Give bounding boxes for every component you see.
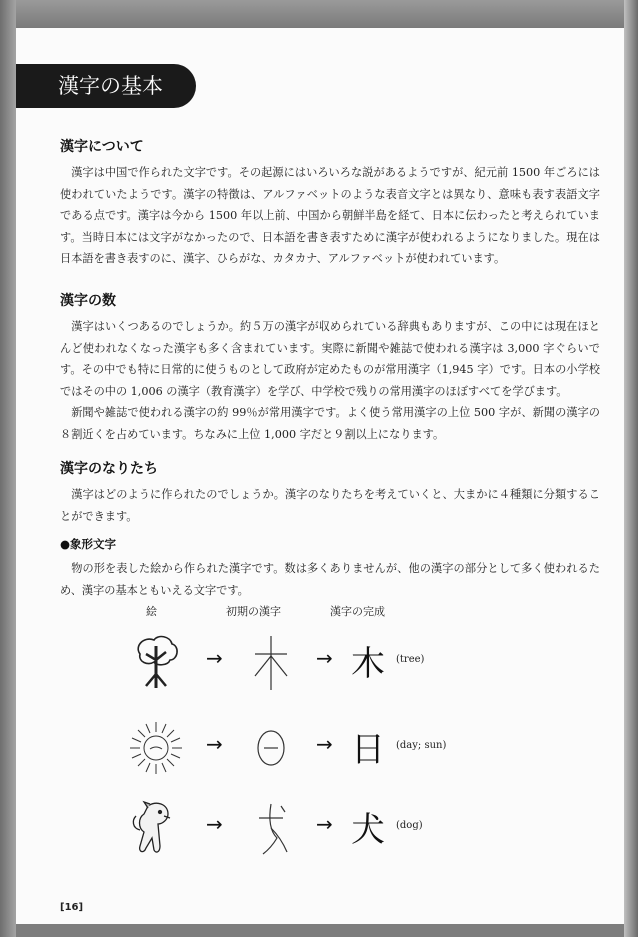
chapter-title: 漢字の基本 bbox=[16, 64, 196, 108]
early-kanji-tree-icon bbox=[241, 632, 301, 692]
arrow-icon: → bbox=[206, 812, 223, 836]
section-title: 漢字の数 bbox=[60, 293, 116, 309]
paragraph: 物の形を表した絵から作られた漢字です。数は多くありませんが、他の漢字の部分として多く使われるため、漢字の基本ともいえる文字です。 bbox=[60, 562, 600, 597]
early-kanji-dog-icon bbox=[241, 798, 301, 858]
paragraph: 漢字はどのように作られたのでしょうか。漢字のなりたちを考えていくと、大まかに４種類に分類することができます。 bbox=[60, 488, 600, 523]
section-about-kanji bbox=[60, 136, 600, 270]
scan-top-edge bbox=[0, 0, 638, 28]
final-kanji: 木 bbox=[351, 644, 385, 684]
column-header-early-kanji: 初期の漢字 bbox=[226, 605, 281, 618]
final-kanji: 日 bbox=[351, 730, 385, 770]
sun-drawing-icon bbox=[126, 718, 186, 778]
final-kanji: 犬 bbox=[351, 810, 385, 850]
arrow-icon: → bbox=[316, 812, 333, 836]
arrow-icon: → bbox=[206, 646, 223, 670]
kanji-meaning: (dog) bbox=[396, 820, 423, 831]
section-kanji-count bbox=[60, 290, 600, 445]
paragraph: 漢字は中国で作られた文字です。その起源にはいろいろな説があるようですが、紀元前 1500 年ごろには使われていたようです。漢字の特徴は、アルファベットのような表音文字とは異なり、意味も表す表語文字である点です。漢字は今から 1500 年以上前、中国から朝鮮半島を経て、日本に伝わったと考えられています。当時日本には文字がなかったので、日本語を書き表すために漢字が使われるようになりました。現在は日本語を書き表すのに、漢字、ひらがな、カタカナ、アルファベットが使われています。 bbox=[60, 166, 600, 265]
section-kanji-origins bbox=[60, 458, 600, 527]
section-title: 漢字のなりたち bbox=[60, 461, 158, 477]
column-header-final-kanji: 漢字の完成 bbox=[330, 605, 385, 618]
figure-row-sun bbox=[126, 718, 526, 788]
section-title: 漢字について bbox=[60, 139, 144, 155]
paragraph: 漢字はいくつあるのでしょうか。約５万の漢字が収められている辞典もありますが、この中には現在ほとんど使われなくなった漢字も多く含まれています。実際に新聞や雑誌で使われる漢字は 3,000 字ぐらいです。その中でも特に日常的に使うものとして政府が定めたものが常用漢字（1,945 字）です。日本の小学校ではその中の 1,006 の漢字（教育漢字）を学び、中学校で残りの常用漢字のほぼすべてを学びます。 bbox=[60, 320, 600, 398]
subsection-title: ●象形文字 bbox=[60, 537, 117, 551]
paragraph: 新聞や雑誌で使われる漢字の約 99％が常用漢字です。よく使う常用漢字の上位 500 字が、新聞の漢字の８割近くを占めています。ちなみに上位 1,000 字だと９割以上になります。 bbox=[60, 406, 600, 441]
subsection-pictographs bbox=[60, 536, 600, 601]
figure-row-dog bbox=[126, 798, 526, 868]
scan-left-edge bbox=[0, 0, 16, 937]
kanji-meaning: (day; sun) bbox=[396, 740, 447, 751]
dog-drawing-icon bbox=[126, 798, 186, 858]
arrow-icon: → bbox=[206, 732, 223, 756]
kanji-meaning: (tree) bbox=[396, 654, 425, 665]
early-kanji-sun-icon bbox=[241, 718, 301, 778]
arrow-icon: → bbox=[316, 646, 333, 670]
scan-right-edge bbox=[624, 0, 638, 937]
figure-row-tree bbox=[126, 632, 526, 702]
book-page bbox=[16, 28, 624, 924]
column-header-picture: 絵 bbox=[146, 605, 157, 618]
page-number: [16] bbox=[60, 902, 84, 913]
tree-drawing-icon bbox=[126, 632, 186, 692]
arrow-icon: → bbox=[316, 732, 333, 756]
